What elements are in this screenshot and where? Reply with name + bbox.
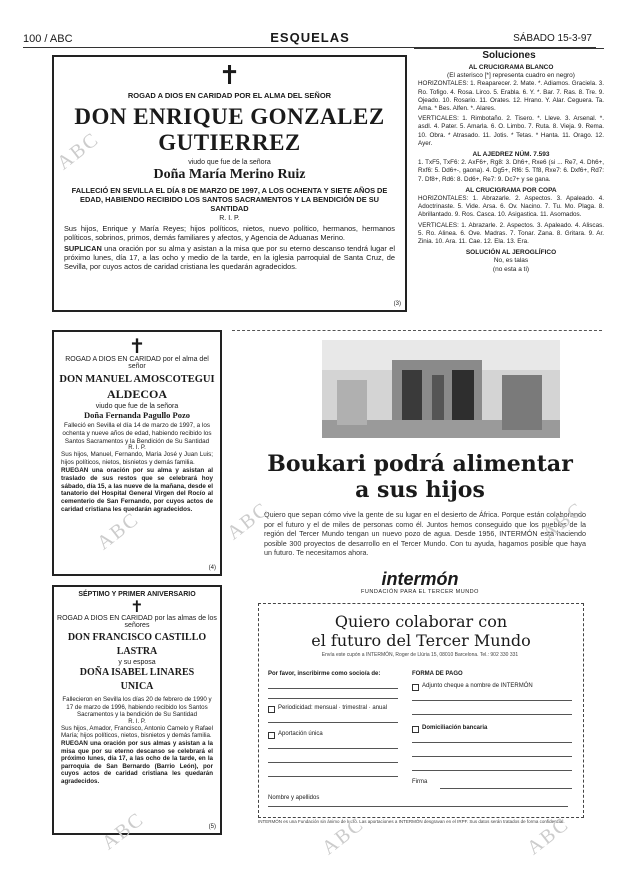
form-line[interactable] bbox=[268, 722, 398, 723]
ad-headline-line2: a sus hijos bbox=[355, 477, 485, 503]
ad-headline bbox=[240, 451, 600, 503]
form-line[interactable] bbox=[412, 756, 572, 757]
watermark: ABC bbox=[522, 812, 574, 860]
family-text: Sus hijos, Manuel, Fernando, María José y Juan Luis; hijos políticos, nietos, bisnietos y demás familia. bbox=[61, 451, 213, 467]
request-text: RUEGAN una oración por su alma y asistan al traslado de sus restos que se celebrará hoy sábado, día 15, a las nueve de la mañana, desde el tanatorio del Hospital General Virgen del Rocío al cementerio de San Fernando, por cuyos actos de caridad cristiana les quedarán agradecidos. bbox=[61, 466, 214, 513]
bank-checkbox[interactable] bbox=[412, 726, 419, 733]
ad-tag: (3) bbox=[393, 301, 401, 307]
rip-text: R. I. P. bbox=[219, 215, 240, 222]
ad-headline-line1: Boukari podrá alimentar bbox=[267, 451, 573, 477]
solution-3-text: HORIZONTALES: 1. Abrazarle. 2. Aspectos. 3. Apaleado. 4. Adoctrinaste. 5. Vide. Arsa. 6. Ov. Nacino. 7. Tu. Mo. Plaga. 8. Abrillantado. 9. Ros. Casca. 10. Asigastica. 11. Asomados. bbox=[418, 195, 604, 219]
deceased-2-name-line2: UNICA bbox=[120, 681, 154, 692]
watermark: ABC bbox=[52, 127, 104, 175]
form-check2-label: Aportación única bbox=[278, 731, 323, 737]
intermon-logo-subtitle: FUNDACIÓN PARA EL TERCER MUNDO bbox=[361, 589, 479, 595]
ad-tag: (4) bbox=[208, 565, 216, 571]
form-line[interactable] bbox=[412, 742, 572, 743]
request-text: RUEGAN una oración por sus almas y asistan a la misa que por su eterno descanso se celebrará el próximo lunes, día 17, a las ocho de la tarde, en la parroquia de San Bernardo (Barrio León), por cuyos actos de caridad cristiana les quedarán agradecidos. bbox=[61, 739, 213, 785]
ad-tag: (5) bbox=[208, 824, 216, 830]
solution-3b-text: VERTICALES: 1. Abrazarle. 2. Aspectos. 3. Apaleado. 4. Aliscas. 5. Ro. Alinea. 6. Ove. Madras. 7. Tonar. Zana. 8. Gritara. 9. Ar. Zinia. 10. Ara. 11. Cae. 12. Ela. 13. Era. bbox=[418, 221, 604, 246]
section-title: ESQUELAS bbox=[270, 30, 350, 45]
request-text: SUPLICAN una oración por su alma y asistan a la misa que por su eterno descanso tendrá lugar el próximo lunes, día 17, a las ocho y medio de la tarde, en la iglesia parroquial de Santa Cruz, de Sevilla, por cuyos actos de caridad cristiana les quedarán agradecidos. bbox=[64, 244, 395, 271]
coupon-title-line2: el futuro del Tercer Mundo bbox=[311, 631, 531, 650]
form-line[interactable] bbox=[268, 776, 398, 777]
watermark: ABC bbox=[97, 807, 149, 855]
solutions-rule bbox=[414, 48, 604, 49]
deceased-1-name-line1: DON FRANCISCO CASTILLO bbox=[67, 632, 207, 643]
solution-4-text2: (no esta a ti) bbox=[492, 265, 530, 273]
issue-date: SÁBADO 15-3-97 bbox=[513, 33, 592, 44]
solutions-title: Soluciones bbox=[482, 50, 536, 61]
solution-4-title: SOLUCIÓN AL JEROGLÍFICO bbox=[465, 249, 557, 257]
signature-line[interactable] bbox=[440, 788, 572, 789]
form-line[interactable] bbox=[268, 748, 398, 749]
form-line[interactable] bbox=[412, 770, 572, 771]
ad-body: Quiero que sepan cómo vive la gente de su lugar en el desierto de África. Porque están colaborando por el futuro y el de miles de personas como él. Juntos hemos conseguido que los pueblos de la región del Tercer Mundo tengan un nuevo pozo de agua. Desde 1956, INTERMÓN está haciendo posible 300 proyectos de desarrollo en el Tercer Mundo. Con tu ayuda, hagamos posible que haya un futuro. Te necesitamos ahora. bbox=[264, 510, 586, 558]
form-line[interactable] bbox=[412, 700, 572, 701]
death-notice: Falleció en Sevilla el día 14 de marzo de 1997, a los ochenta y nueve años de edad, habiendo recibido los Santos Sacramentos y la Bendición de Su Santidad bbox=[62, 422, 212, 445]
cross-icon: ✝ bbox=[218, 61, 241, 91]
rip-text: R. I. P. bbox=[128, 718, 146, 725]
cross-icon: ✝ bbox=[130, 597, 144, 616]
death-notice: Fallecieron en Sevilla los días 20 de febrero de 1990 y 17 de marzo de 1996, habiendo recibido los Santos Sacramentos y la bendición de Su Santidad bbox=[62, 696, 212, 719]
family-text: Sus hijos, Enrique y María Reyes; hijos políticos, nietos, nuevo político, hermanos, hermanos políticos, sobrinos, primos, demás familiares y afectos, y Agencia de Aduanas Merino. bbox=[64, 224, 395, 242]
ad-photo-graphic bbox=[322, 340, 560, 438]
watermark: ABC bbox=[222, 497, 274, 545]
solution-2-title: AL AJEDREZ NÚM. 7.593 bbox=[472, 151, 550, 159]
coupon-title-line1: Quiero colaborar con bbox=[334, 612, 508, 631]
deceased-name-line2: ALDECOA bbox=[106, 387, 167, 401]
form-right-c-label: Firma bbox=[412, 779, 428, 785]
obituary-castillo bbox=[52, 585, 222, 835]
watermark: ABC bbox=[537, 497, 589, 545]
solution-1b-text: VERTICALES: 1. Rimbotaño. 2. Tisero. *. Lleve. 3. Arsenal. *. asdI. 4. Pater. 5. Amarla. 6. O. Limbo. 7. Ruta. 8. Vieja. 9. Rema. 10. Obra. * Atrasado. 11. Jotis. * Tetas. * Hanta. 11. Orago. 12. Ayer. bbox=[418, 115, 604, 147]
deceased-name-line2: GUTIERREZ bbox=[158, 130, 301, 155]
coupon-title bbox=[258, 612, 584, 650]
death-notice: FALLECIÓ EN SEVILLA EL DÍA 8 DE MARZO DE 1997, A LOS OCHENTA Y SIETE AÑOS DE EDAD, HABIENDO RECIBIDO LOS SANTOS SACRAMENTOS Y LA BENDICIÓN DE SU SANTIDAD bbox=[71, 186, 388, 213]
widow-name: Doña Fernanda Pagullo Pozo bbox=[83, 410, 191, 420]
solution-1-text: HORIZONTALES: 1. Reaparecer. 2. Mate. *. Adiamos. Graciela. 3. Ro. Tofigo. 4. Rosa. Lirco. 5. Erabla. 6. Y. *. Bar. 7. Ras. 8. Tre. 9. Ojeado. 10. Rosario. 11. Orates. 12. Hrano. Y. Alar. Ceguera. Ta. Ama. * Bes. Alfen. *. Alares. bbox=[418, 80, 604, 113]
deceased-name-line1: DON ENRIQUE GONZALEZ bbox=[74, 104, 385, 129]
solution-1-note: (El asterisco [*] representa cuadro en negro) bbox=[447, 72, 575, 80]
rip-text: R. I. P. bbox=[128, 445, 146, 452]
form-line[interactable] bbox=[268, 698, 398, 699]
obituary-rogad: ROGAD A DIOS EN CARIDAD por las almas de los señores bbox=[57, 615, 217, 629]
form-line[interactable] bbox=[412, 714, 572, 715]
obituary-amoscotegui bbox=[52, 330, 222, 576]
deceased-name-line1: DON MANUEL AMOSCOTEGUI bbox=[59, 374, 215, 385]
form-right-a-label: Adjunto cheque a nombre de INTERMÓN bbox=[422, 683, 533, 689]
form-line[interactable] bbox=[268, 762, 398, 763]
viudo-text: viudo que fue de la señora bbox=[188, 159, 271, 166]
single-donation-checkbox[interactable] bbox=[268, 732, 275, 739]
widow-name: Doña María Merino Ruiz bbox=[153, 167, 306, 182]
ad-border-top bbox=[232, 330, 602, 331]
form-left-heading: Por favor, inscribirme como socio/a de: bbox=[268, 671, 381, 677]
coupon-note: Envía este cupón a INTERMÓN, Roger de Llúria 15, 08010 Barcelona. Tel.: 902 330 331 bbox=[321, 652, 519, 658]
obituary-rogad: ROGAD A DIOS EN CARIDAD por el alma del señor bbox=[65, 356, 209, 370]
deceased-2-name-line1: DOÑA ISABEL LINARES bbox=[79, 667, 195, 678]
solution-3-title: AL CRUCIGRAMA POR COPA bbox=[465, 186, 557, 194]
intermon-logo: intermón bbox=[381, 569, 459, 589]
form-name-label: Nombre y apellidos bbox=[268, 795, 320, 801]
solutions-block bbox=[418, 64, 604, 274]
solution-1-title: AL CRUCIGRAMA BLANCO bbox=[468, 64, 554, 71]
family-text: Sus hijos, Amador, Francisco, Antonio Camelo y Rafael María; hijos políticos, nietos, bisnietos y demás familia. bbox=[61, 724, 213, 740]
name-input-line[interactable] bbox=[268, 806, 568, 807]
form-right-heading: FORMA DE PAGO bbox=[412, 671, 463, 677]
form-right-b-label: Domiciliación bancaria bbox=[422, 725, 488, 731]
deceased-1-name-line2: LASTRA bbox=[116, 646, 158, 657]
watermark: ABC bbox=[92, 507, 144, 555]
solution-4-text: No, es talas bbox=[493, 257, 529, 265]
obituary-rogad: ROGAD A DIOS EN CARIDAD POR EL ALMA DEL SEÑOR bbox=[127, 91, 332, 100]
cross-icon: ✝ bbox=[128, 334, 146, 358]
cheque-checkbox[interactable] bbox=[412, 684, 419, 691]
solution-2-text: 1. TxF5, TxF6: 2. AxF6+, Rg8: 3. Dh6+, Rxe6 (si ... Re7, 4. Dh6+, Rxf6: 5. Dd6+-, gaona). 4. Dg5+, Rf6: 5. Tf8, Rxe7: 6. Dxf6+, Rd7: 7. Df8+, Rd6: 8. Dd6+, Re7: 9. Dc7+ y se gana. bbox=[418, 159, 604, 183]
watermark: ABC bbox=[317, 812, 369, 860]
periodicity-checkbox[interactable] bbox=[268, 706, 275, 713]
obituary-gonzalez bbox=[52, 55, 407, 312]
esposa-text: y su esposa bbox=[118, 659, 156, 666]
page-number: 100 / ABC bbox=[23, 33, 73, 45]
form-line[interactable] bbox=[268, 688, 398, 689]
anniversary-text: SÉPTIMO Y PRIMER ANIVERSARIO bbox=[78, 591, 196, 598]
viudo-text: viudo que fue de la señora bbox=[95, 403, 179, 410]
ad-footnote: INTERMÓN es una Fundación sin ánimo de lucro. Las aportaciones a INTERMÓN desgravan en el IRPF. Sus datos serán tratados de forma confidencial. bbox=[258, 819, 565, 824]
form-check1-label: Periodicidad: mensual · trimestral · anual bbox=[278, 705, 388, 711]
ad-photo bbox=[322, 340, 560, 438]
